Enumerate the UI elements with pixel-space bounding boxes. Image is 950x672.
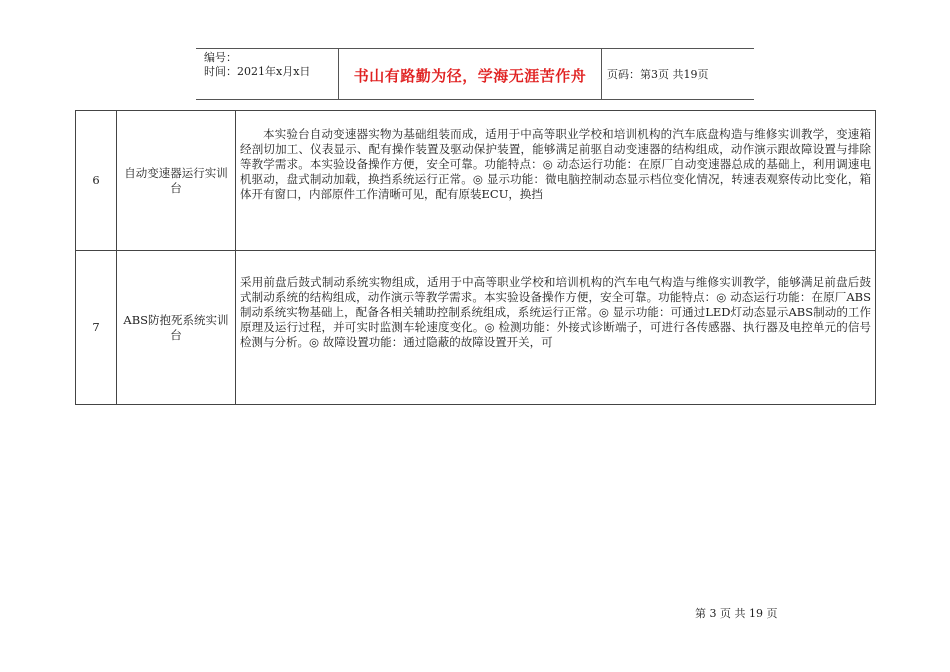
row-description-cell — [236, 111, 876, 251]
row-description: 采用前盘后鼓式制动系统实物组成，适用于中高等职业学校和培训机构的汽车电气构造与维修实训教学，能够满足前盘后鼓式制动系统的结构组成，动作演示等教学需求。本实验设备操作方便，安全可靠。功能特点：◎ 动态运行功能：在原厂ABS制动系统实物基础上，配备各相关辅助控制系统组成，系统运行正常。◎ 显示功能：可通过LED灯动态显示ABS制动的工作原理及运行过程，并可实时监测车轮速度变化。◎ 检测功能：外接式诊断端子，可进行各传感器、执行器及电控单元的信号检测与分析。◎ 故障设置功能：通过隐蔽的故障设置开关，可 — [240, 275, 871, 349]
table-row — [76, 251, 876, 405]
equipment-table — [75, 110, 876, 405]
row-equipment-name: ABS防抱死系统实训台 — [117, 251, 236, 405]
row-index: 6 — [76, 111, 117, 251]
header-motto-cell — [338, 49, 602, 99]
document-time-label: 时间：2021年x月x日 — [204, 65, 311, 78]
row-description-cell — [236, 251, 876, 405]
document-number-label: 编号： — [204, 51, 237, 64]
header-page-indicator: 页码：第3页 共19页 — [607, 68, 709, 81]
row-equipment-name: 自动变速器运行实训台 — [117, 111, 236, 251]
header-page-cell — [601, 49, 754, 99]
row-index: 7 — [76, 251, 117, 405]
page-header — [196, 48, 754, 100]
table-row — [76, 111, 876, 251]
page-footer: 第 3 页 共 19 页 — [695, 607, 778, 620]
header-meta — [196, 49, 338, 99]
row-description: 本实验台自动变速器实物为基础组装而成，适用于中高等职业学校和培训机构的汽车底盘构造与维修实训教学，变速箱经剖切加工、仪表显示、配有操作装置及驱动保护装置，能够满足前驱自动变速器的结构组成，动作演示跟故障设置与排除等教学需求。本实验设备操作方便，安全可靠。功能特点：◎ 动态运行功能：在原厂自动变速器总成的基础上，利用调速电机驱动，盘式制动加载，换挡系统运行正常。◎ 显示功能：微电脑控制动态显示档位变化情况，转速表观察传动比变化，箱体开有窗口，内部原件工作清晰可见，配有原装ECU，换挡 — [240, 127, 871, 201]
header-motto: 书山有路勤为径，学海无涯苦作舟 — [353, 67, 587, 85]
